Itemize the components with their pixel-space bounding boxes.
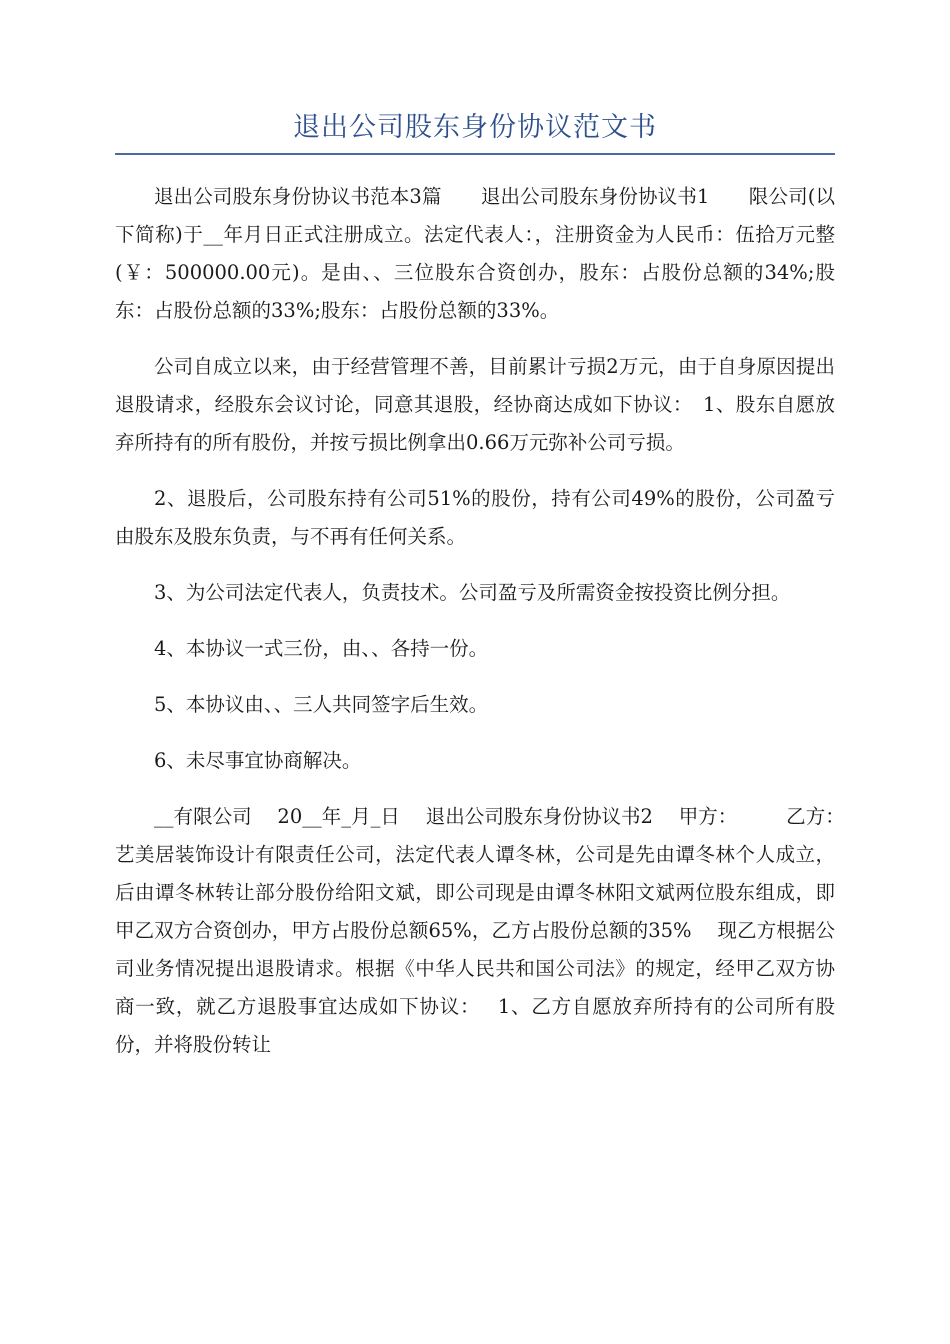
document-title: 退出公司股东身份协议范文书 (293, 112, 657, 143)
paragraph-7: 6、未尽事宜协商解决。 (154, 749, 362, 772)
paragraph-4: 3、为公司法定代表人，负责技术。公司盈亏及所需资金按投资比例分担。 (154, 581, 791, 604)
paragraph-5: 4、本协议一式三份，由、、各持一份。 (154, 637, 489, 660)
paragraph-2: 公司自成立以来，由于经营管理不善，目前累计亏损2万元，由于自身原因提出退股请求，经股东会议讨论，同意其退股，经协商达成如下协议： 1、股东自愿放弃所持有的所有股份，并按亏损比例拿出0.66万元弥补公司亏损。 (115, 355, 835, 454)
document-body (115, 178, 861, 1082)
paragraph-6: 5、本协议由、、三人共同签字后生效。 (154, 693, 489, 716)
paragraph-3: 2、退股后，公司股东持有公司51%的股份，持有公司49%的股份，公司盈亏由股东及股东负责，与不再有任何关系。 (115, 487, 835, 548)
paragraph-8: __有限公司 20__年_月_日 退出公司股东身份协议书2 甲方： 乙方： 艺美居装饰设计有限责任公司，法定代表人谭冬林，公司是先由谭冬林个人成立，后由谭冬林转让部分股份给阳文斌，即公司现是由谭冬林阳文斌两位股东组成，即甲乙双方合资创办，甲方占股份总额65%，乙方占股份总额的35% 现乙方根据公司业务情况提出退股请求。根据《中华人民共和国公司法》的规定，经甲乙双方协商一致，就乙方退股事宜达成如下协议： 1、乙方自愿放弃所持有的公司所有股份，并将股份转让 (115, 805, 861, 1056)
title-underline (115, 153, 835, 155)
paragraph-1: 退出公司股东身份协议书范本3篇 退出公司股东身份协议书1 限公司(以下简称)于__年月日正式注册成立。法定代表人：，注册资金为人民币：伍拾万元整(￥：500000.00元)。是由、、三位股东合资创办，股东：占股份总额的34%;股东：占股份总额的33%;股东：占股份总额的33%。 (115, 185, 835, 322)
